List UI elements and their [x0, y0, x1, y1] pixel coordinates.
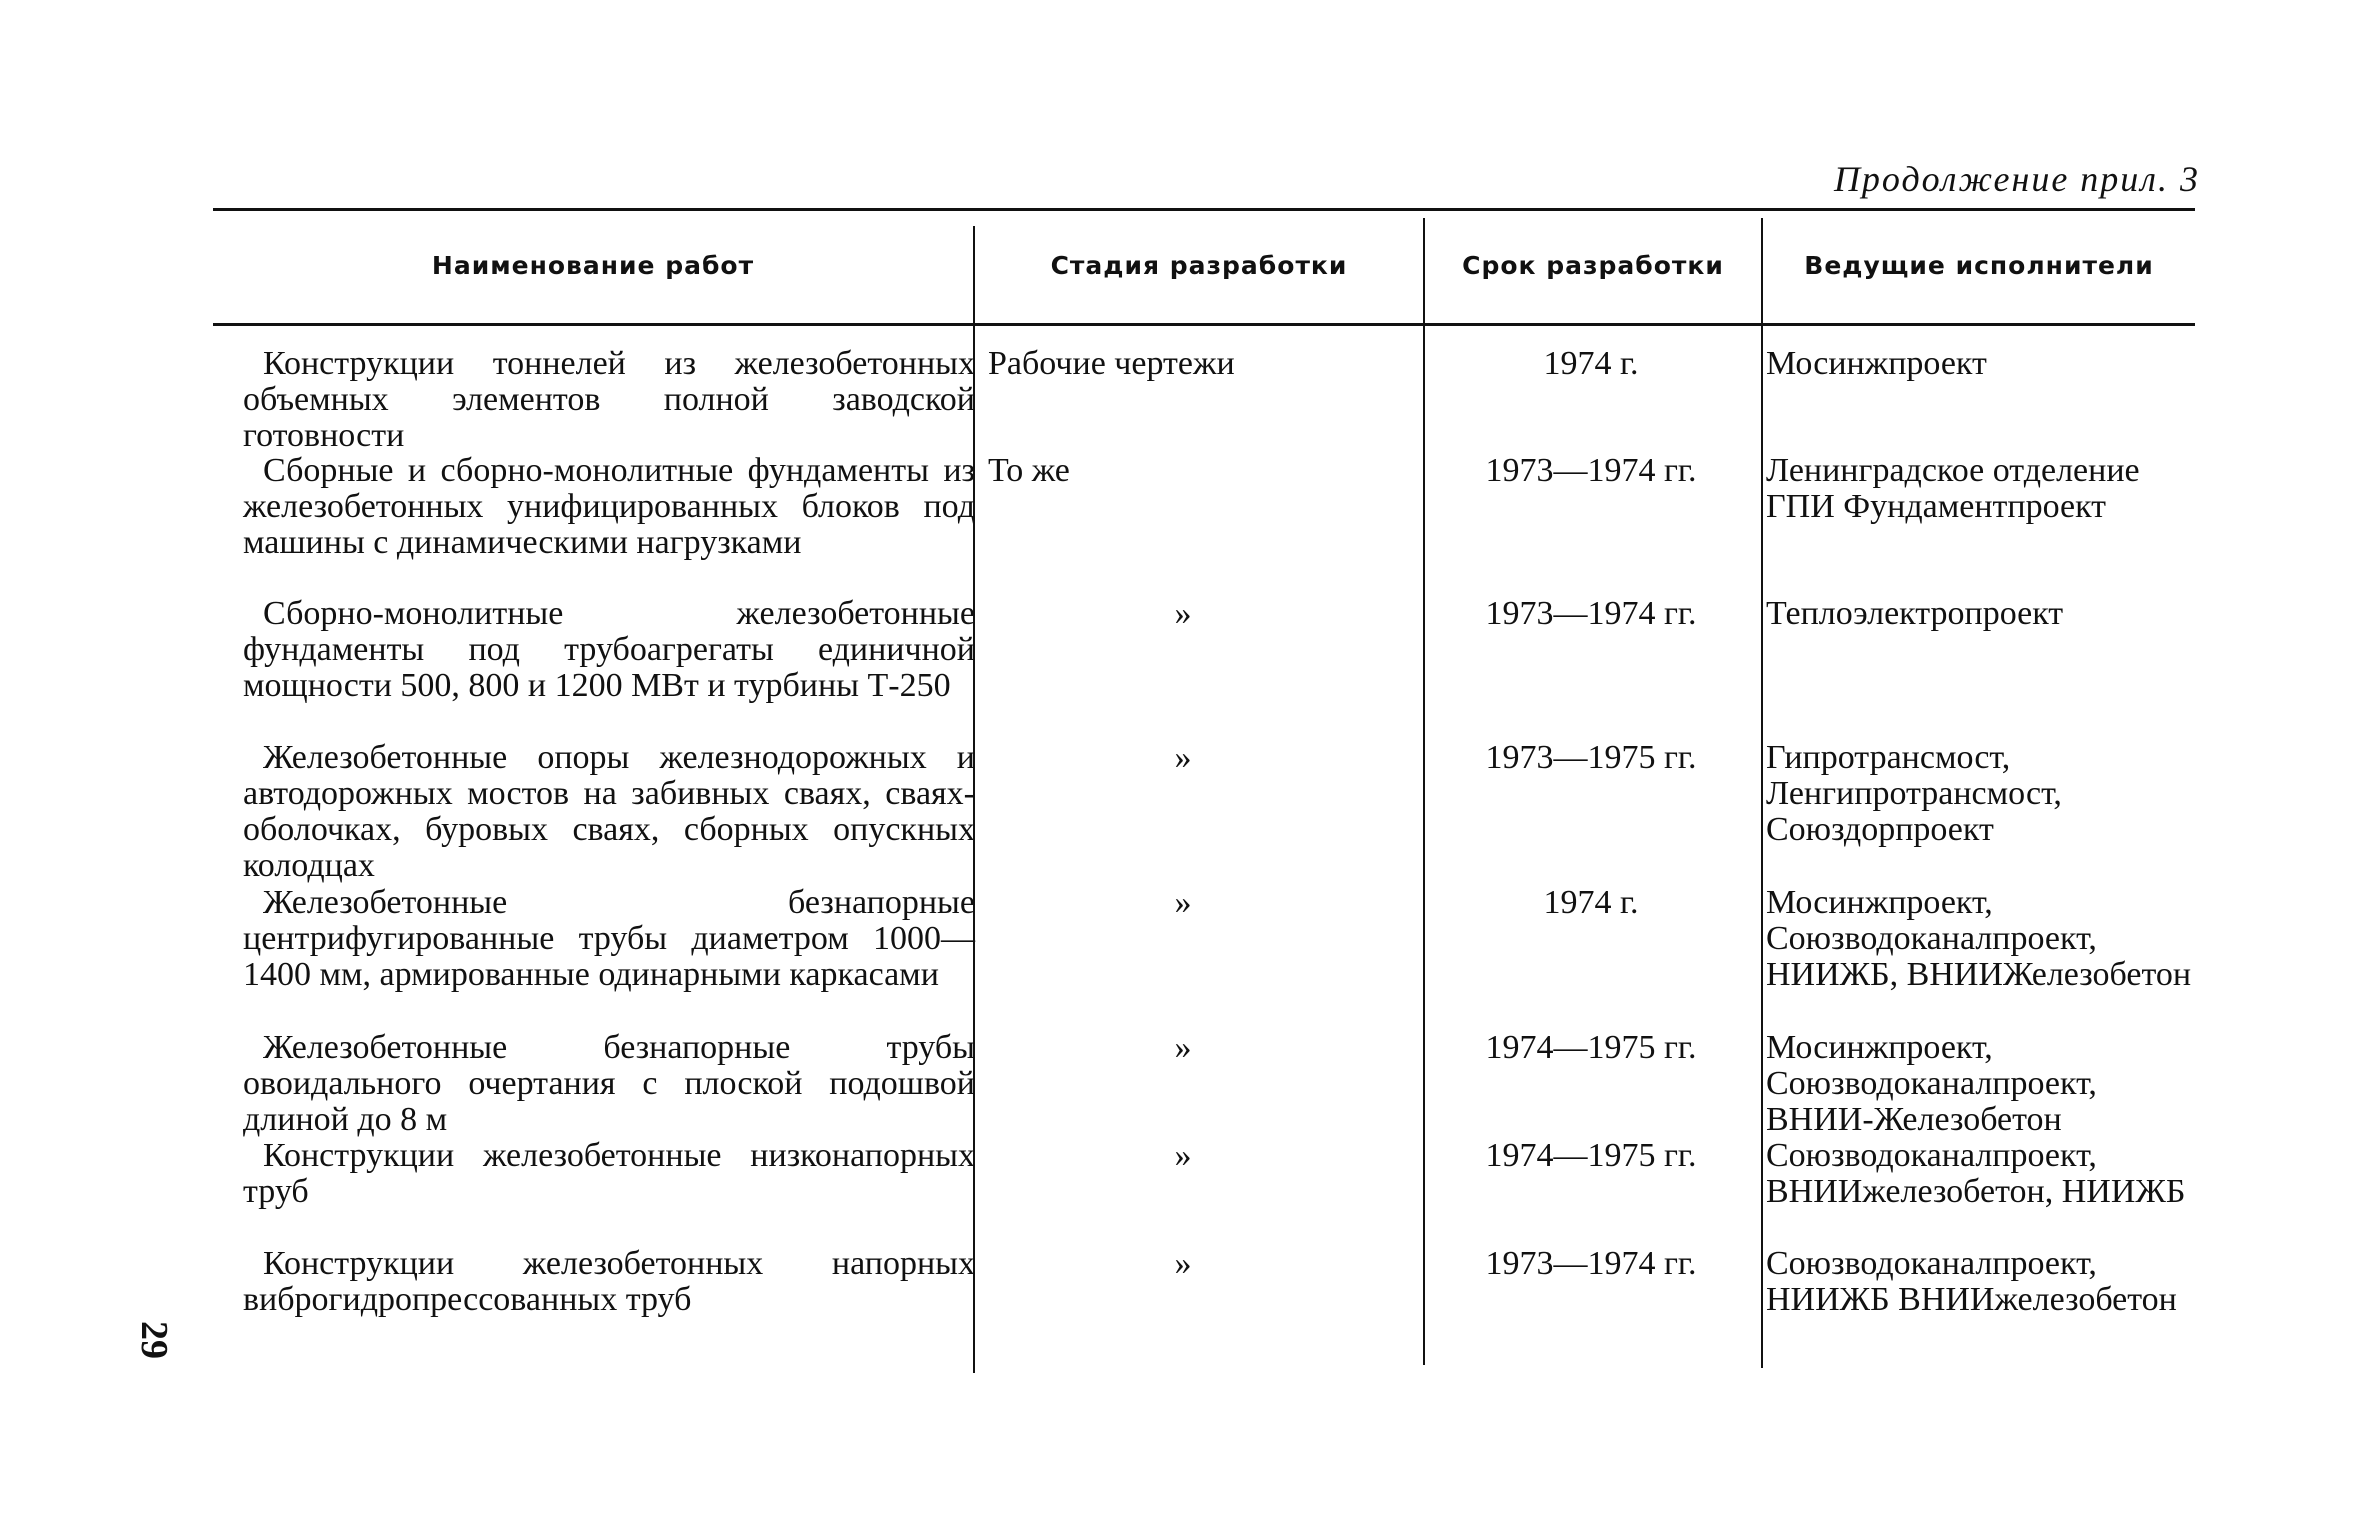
work-name: Конструкции железобетонные низконапорных труб — [243, 1137, 975, 1210]
work-term: 1973—1974 гг. — [1485, 1245, 1697, 1282]
work-name: Сборные и сборно-монолитные фундаменты из железобетонных унифицированных блоков под машины с динамическими нагрузками — [243, 452, 975, 561]
work-stage: » — [1174, 739, 1192, 776]
work-term: 1974—1975 гг. — [1485, 1029, 1697, 1066]
work-stage: » — [1174, 595, 1192, 632]
work-lead: Мосинжпроект, Союзводоканалпроект, НИИЖБ, ВНИИЖелезобетон — [1766, 884, 2192, 993]
column-divider — [1423, 218, 1425, 1365]
work-lead: Мосинжпроект, Союзводоканалпроект, ВНИИ-Железобетон — [1766, 1029, 2097, 1138]
work-name: Железобетонные безнапорные трубы овоидального очертания с плоской подошвой длиной до 8 м — [243, 1029, 975, 1138]
column-header-name: Наименование работ — [431, 251, 755, 280]
work-lead: Союзводоканалпроект, НИИЖБ ВНИИжелезобетон — [1766, 1245, 2177, 1318]
work-term: 1973—1975 гг. — [1485, 739, 1697, 776]
work-lead: Теплоэлектропроект — [1766, 595, 2064, 632]
work-stage: Рабочие чертежи — [988, 345, 1235, 382]
page-heading: Продолжение прил. 3 — [1833, 159, 2200, 199]
work-stage: » — [1174, 1137, 1192, 1174]
work-stage: » — [1174, 1029, 1192, 1066]
work-lead: Ленинградское отделение ГПИ Фундаментпроект — [1766, 452, 2140, 525]
work-lead: Мосинжпроект — [1766, 345, 1987, 382]
page-number: 29 — [133, 1321, 175, 1359]
work-lead: Союзводоканалпроект, ВНИИжелезобетон, НИИЖБ — [1766, 1137, 2186, 1210]
column-header-stage: Стадия разработки — [1050, 251, 1348, 280]
column-header-lead: Ведущие исполнители — [1804, 251, 2154, 280]
work-term: 1973—1974 гг. — [1485, 452, 1697, 489]
work-stage: » — [1174, 1245, 1192, 1282]
work-stage: То же — [988, 452, 1070, 489]
work-term: 1974 г. — [1543, 884, 1639, 921]
work-name: Железобетонные опоры железнодорожных и автодорожных мостов на забивных сваях, сваях-оболочках, буровых сваях, сборных опускных колодцах — [243, 739, 975, 884]
work-term: 1974 г. — [1543, 345, 1639, 382]
column-header-term: Срок разработки — [1462, 251, 1724, 280]
work-name: Железобетонные безнапорные центрифугированные трубы диаметром 1000—1400 мм, армированные одинарными каркасами — [243, 884, 975, 993]
column-divider — [1761, 218, 1763, 1368]
work-name: Конструкции тоннелей из железобетонных объемных элементов полной заводской готовности — [243, 345, 975, 454]
work-term: 1974—1975 гг. — [1485, 1137, 1697, 1174]
work-name: Конструкции железобетонных напорных виброгидропрессованных труб — [243, 1245, 975, 1318]
work-lead: Гипротрансмост, Ленгипротрансмост, Союздорпроект — [1766, 739, 2062, 848]
table-header-rule — [213, 323, 2195, 326]
work-name: Сборно-монолитные железобетонные фундаменты под трубоагрегаты единичной мощности 500, 800 и 1200 МВт и турбины Т-250 — [243, 595, 975, 704]
work-term: 1973—1974 гг. — [1485, 595, 1697, 632]
work-stage: » — [1174, 884, 1192, 921]
